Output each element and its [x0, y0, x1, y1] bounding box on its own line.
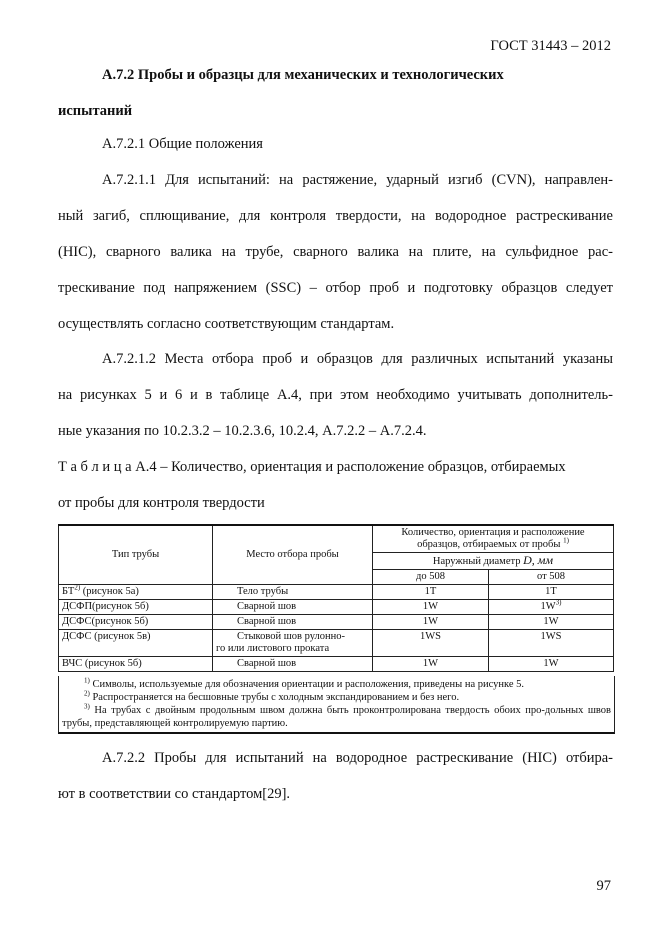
header-pipe-type: Тип трубы: [59, 525, 213, 585]
paragraph-line: А.7.2.2 Пробы для испытаний на водородное растрескивание (HIC) отбира-: [102, 750, 613, 766]
section-heading-line2: испытаний: [58, 103, 133, 119]
hardness-samples-table: [58, 524, 614, 672]
table-row: [59, 657, 614, 672]
cell-pipe-type: ДСФС (рисунок 5в): [59, 630, 213, 657]
paragraph-line: осуществлять согласно соответствующим стандартам.: [58, 316, 395, 332]
header-diameter: [373, 553, 614, 570]
table-caption-line1: Т а б л и ц а А.4 – Количество, ориентация и расположение образцов, отбираемых: [58, 459, 566, 475]
table-row: [59, 585, 614, 600]
footnote: $^{3)}$ На трубах с двойным продольным швом должна быть проконтролирована твердость обоих про-дольных швов трубы, представляющей контролируемую партию.: [62, 702, 611, 729]
header-quantity: [373, 525, 614, 553]
cell-from-508: 1WS: [489, 630, 614, 657]
paragraph-line: А.7.2.1.2 Места отбора проб и образцов для различных испытаний указаны: [102, 351, 613, 367]
cell-location: Сварной шов: [213, 657, 373, 672]
header-quantity-line2: образцов, отбираемых от пробы: [417, 539, 561, 550]
cell-from-508: $1W^{3)}$: [489, 600, 614, 615]
table-row: [59, 630, 614, 657]
footnote: $^{2)}$ Распространяется на бесшовные трубы с холодным экспандированием и без него.: [84, 689, 460, 703]
header-quantity-line1: Количество, ориентация и расположение: [401, 527, 585, 538]
cell-pipe-type: ДСФС(рисунок 5б): [59, 615, 213, 630]
paragraph-line: ют в соответствии со стандартом[29].: [58, 786, 291, 802]
cell-from-508: 1T: [489, 585, 614, 600]
standard-header: ГОСТ 31443 – 2012: [490, 38, 611, 54]
cell-location: Тело трубы: [213, 585, 373, 600]
cell-from-508: 1W: [489, 657, 614, 672]
cell-up-to-508: 1W: [373, 600, 489, 615]
page-number: 97: [596, 878, 611, 894]
paragraph-line: на рисунках 5 и 6 и в таблице А.4, при этом необходимо учитывать дополнитель-: [58, 387, 613, 403]
header-diameter-label: Наружный диаметр: [432, 556, 521, 567]
table-row: [59, 600, 614, 615]
table-caption-line2: от пробы для контроля твердости: [58, 495, 265, 511]
paragraph-line: ные указания по 10.2.3.2 – 10.2.3.6, 10.2.4, А.7.2.2 – А.7.2.4.: [58, 423, 427, 439]
paragraph-line: А.7.2.1.1 Для испытаний: на растяжение, ударный изгиб (CVN), направлен-: [102, 172, 613, 188]
cell-up-to-508: 1WS: [373, 630, 489, 657]
cell-from-508: 1W: [489, 615, 614, 630]
section-heading-line1: А.7.2 Пробы и образцы для механических и технологических: [102, 67, 504, 83]
cell-location: Стыковой шов рулонно- го или листового проката: [213, 630, 373, 657]
cell-pipe-type: ДСФП(рисунок 5б): [59, 600, 213, 615]
paragraph-line: трескивание под напряжением (SSC) – отбор проб и подготовку образцов следует: [58, 280, 613, 296]
paragraph-line: ный загиб, сплющивание, для контроля твердости, на водородное растрескивание: [58, 208, 613, 224]
header-up-to-508: до 508: [373, 570, 489, 585]
cell-location: Сварной шов: [213, 615, 373, 630]
cell-location: Сварной шов: [213, 600, 373, 615]
header-diameter-unit: D, мм: [523, 553, 554, 567]
footnote-ref: 1): [563, 536, 569, 545]
subsection-general: А.7.2.1 Общие положения: [102, 136, 263, 152]
table-footnotes: [58, 676, 615, 734]
header-location: Место отбора пробы: [213, 525, 373, 585]
footnote: $^{1)}$ Символы, используемые для обозначения ориентации и расположения, приведены на рисунке 5.: [84, 676, 525, 690]
cell-pipe-type: БТ$^{2)}$ (рисунок 5а): [59, 585, 213, 600]
cell-pipe-type: ВЧС (рисунок 5б): [59, 657, 213, 672]
cell-up-to-508: 1W: [373, 615, 489, 630]
cell-up-to-508: 1W: [373, 657, 489, 672]
header-from-508: от 508: [489, 570, 614, 585]
paragraph-line: (HIC), сварного валика на трубе, сварного валика на плите, на сульфидное рас-: [58, 244, 613, 260]
cell-up-to-508: 1T: [373, 585, 489, 600]
table-row: [59, 615, 614, 630]
